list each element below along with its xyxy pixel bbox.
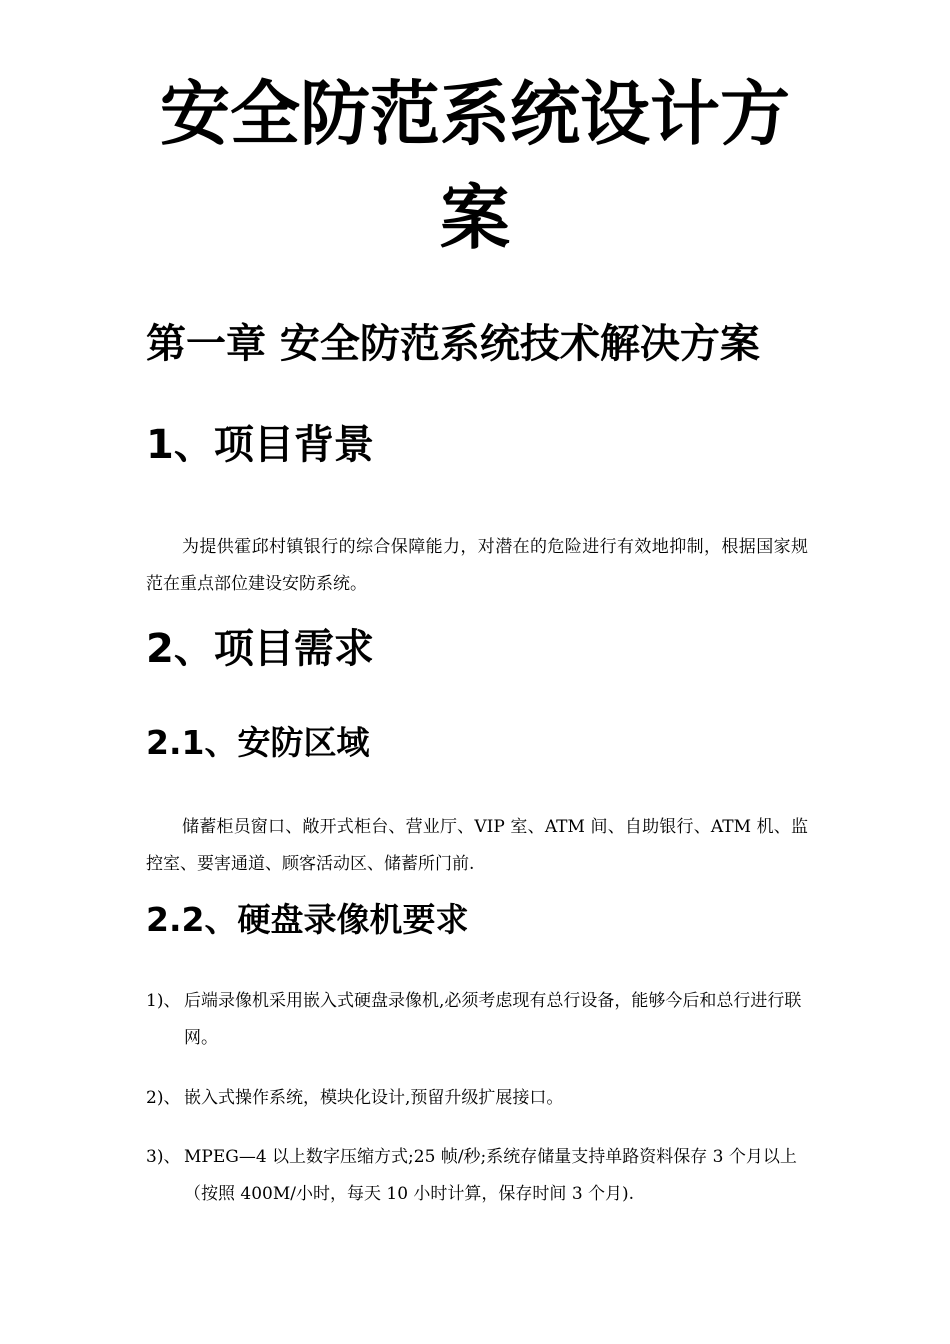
document-title-line-1: 安全防范系统设计方 [160, 73, 790, 155]
chapter-heading: 第一章 安全防范系统技术解决方案 [146, 321, 760, 367]
subsection-heading-dvr-requirements: 2.2、硬盘录像机要求 [146, 900, 469, 939]
subsection-heading-security-areas: 2.1、安防区域 [146, 723, 370, 762]
requirement-item-3 [146, 1139, 808, 1213]
requirement-item-number: 3)、 [146, 1147, 181, 1167]
section-heading-requirements: 2、项目需求 [146, 626, 374, 672]
background-paragraph: 为提供霍邱村镇银行的综合保障能力，对潜在的危险进行有效地抑制，根据国家规范在重点部位建设安防系统。 [146, 537, 808, 594]
requirement-item-number: 1)、 [146, 991, 181, 1011]
requirement-item-1 [146, 983, 808, 1057]
section-heading-background: 1、项目背景 [146, 422, 374, 468]
security-areas-paragraph: 储蓄柜员窗口、敞开式柜台、营业厅、VIP 室、ATM 间、自助银行、ATM 机、监控室、要害通道、顾客活动区、储蓄所门前. [146, 817, 808, 874]
requirement-item-text: MPEG—4 以上数字压缩方式;25 帧/秒;系统存储量支持单路资料保存 3 个月以上（按照 400M/小时，每天 10 小时计算，保存时间 3 个月). [184, 1147, 797, 1204]
requirement-item-number: 2)、 [146, 1088, 181, 1108]
requirement-item-text: 嵌入式操作系统，模块化设计,预留升级扩展接口。 [184, 1088, 564, 1108]
document-title-line-2: 案 [440, 177, 510, 259]
requirement-item-text: 后端录像机采用嵌入式硬盘录像机,必须考虑现有总行设备，能够今后和总行进行联网。 [184, 991, 802, 1048]
requirement-item-2 [146, 1080, 808, 1117]
